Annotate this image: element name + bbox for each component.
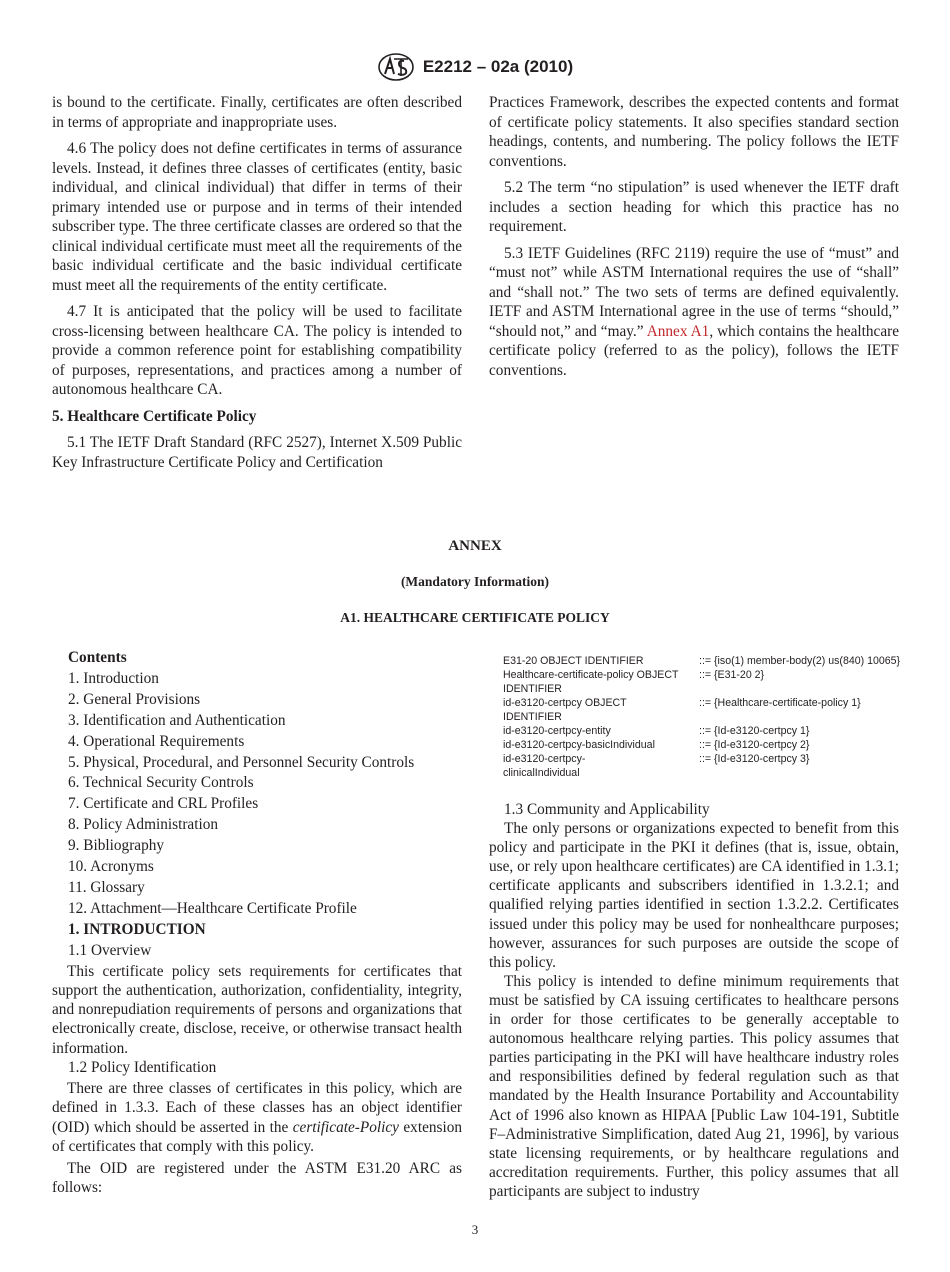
policy-id-text: There are three classes of certificates in this policy, which are defined in 1.3.3. Each of these classes has an object identifier (OID) which should be asserted in the xyxy=(52,1079,462,1136)
page-number: 3 xyxy=(471,1222,479,1237)
annex-a1-link[interactable]: Annex A1 xyxy=(646,322,710,340)
page-header xyxy=(0,50,950,84)
contents-item[interactable]: 10. Acronyms xyxy=(68,858,154,876)
minimum-requirements-paragraph: This policy is intended to define minimum requirements that must be satisfied by CA issuing certificates to healthcare persons in order for those certificates to be generally acceptable to autonomous healthcare relying parties. This policy assumes that parties participating in the PKI will have healthcare industry roles and responsibilities defined by federal regulation such as that mandated by the Health Insurance Portability and Accountability Act of 1996 also known as HIPAA [Public Law 104-191, Subtitle F–Administrative Simplification, dated Aug 21, 1996], by various state licensing requirements, or by healthcare regulations and accreditation requirements. Further, this policy assumes that all participants are subject to industry xyxy=(489,972,899,1200)
oid-row xyxy=(503,752,903,780)
annex-heading: A1. HEALTHCARE CERTIFICATE POLICY xyxy=(340,610,610,625)
oid-value: ::= {E31-20 2} xyxy=(699,669,765,681)
paragraph-5-1-continued: Practices Framework, describes the expected contents and format of certificate policy statements. It also specifies standard section headings, contents, and numbering. The policy follows the IETF conventions. xyxy=(489,94,899,170)
oid-value: ::= {Healthcare-certificate-policy 1} xyxy=(699,697,861,709)
contents-item[interactable]: 3. Identification and Authentication xyxy=(68,711,286,729)
contents-item[interactable]: 7. Certificate and CRL Profiles xyxy=(68,795,259,813)
paragraph-5-3-text: 5.3 IETF Guidelines (RFC 2119) require the use of “must” and “must not” while ASTM International requires the use of “shall” and “shall not.” The two sets of terms are defined equivalently. IETF and ASTM International agree in the use of terms “should,” “should not,” and “may.” xyxy=(489,244,899,340)
contents-item[interactable]: 5. Physical, Procedural, and Personnel Security Controls xyxy=(68,753,415,771)
oid-value: ::= {Id-e3120-certpcy 3} xyxy=(699,753,810,765)
contents-item[interactable]: 4. Operational Requirements xyxy=(68,732,245,750)
contents-section xyxy=(52,648,462,1198)
community-subheading: 1.3 Community and Applicability xyxy=(504,801,710,818)
policy-id-text-end: extension of certificates that comply with this policy. xyxy=(52,1118,463,1155)
right-column-top xyxy=(489,93,899,380)
contents-item[interactable]: 2. General Provisions xyxy=(68,690,201,708)
contents-item[interactable]: 6. Technical Security Controls xyxy=(68,774,254,792)
paragraph-4-6: 4.6 The policy does not define certificates in terms of assurance levels. Instead, it defines three classes of certificates (entity, basic individual, and clinical individual) that differ in terms of their primary intended use or purpose and in terms of their intended subscriber type. The three certificate classes are ordered so that the clinical individual certificate must meet all the requirements of the basic individual certificate and the basic individual certificate must meet all the requirements of the entity certificate. xyxy=(52,140,462,294)
policy-id-italic: certificate-Policy xyxy=(292,1118,399,1136)
paragraph-continued: is bound to the certificate. Finally, certificates are often described in terms of appropriate and inappropriate uses. xyxy=(52,94,462,131)
oid-table xyxy=(503,654,903,780)
contents-item[interactable]: 8. Policy Administration xyxy=(68,816,218,834)
contents-heading: Contents xyxy=(68,649,127,666)
paragraph-5-3 xyxy=(489,244,899,381)
oid-row xyxy=(503,668,903,696)
oid-name: id-e3120-certpcy-basicIndividual xyxy=(503,739,655,751)
oid-name: E31-20 OBJECT IDENTIFIER xyxy=(503,655,644,667)
oid-row xyxy=(503,696,903,724)
section-5-heading: 5. Healthcare Certificate Policy xyxy=(52,407,257,425)
oid-value: ::= {Id-e3120-certpcy 1} xyxy=(699,725,810,737)
oid-name: id-e3120-certpcy-entity xyxy=(503,725,611,737)
oid-row xyxy=(503,654,903,668)
oid-registration-paragraph: The OID are registered under the ASTM E31.20 ARC as follows: xyxy=(52,1160,462,1197)
oid-value: ::= {iso(1) member-body(2) us(840) 10065} xyxy=(699,655,901,667)
paragraph-5-2: 5.2 The term “no stipulation” is used whenever the IETF draft includes a section heading for which this practice has no requirement. xyxy=(489,179,899,235)
oid-name: id-e3120-certpcy-clinicalIndividual xyxy=(503,753,586,779)
contents-list xyxy=(52,669,462,920)
left-column-top xyxy=(52,93,462,472)
astm-logo-icon xyxy=(377,52,415,82)
contents-item[interactable]: 1. Introduction xyxy=(68,669,159,687)
policy-identification-paragraph xyxy=(52,1079,462,1156)
paragraph-5-1: 5.1 The IETF Draft Standard (RFC 2527), Internet X.509 Public Key Infrastructure Certificate Policy and Certification xyxy=(52,434,462,471)
oid-name: Healthcare-certificate-policy OBJECT IDENTIFIER xyxy=(503,669,679,695)
oid-value: ::= {Id-e3120-certpcy 2} xyxy=(699,739,810,751)
right-column-bottom xyxy=(489,800,899,1201)
contents-item[interactable]: 11. Glossary xyxy=(68,878,145,896)
paragraph-4-7: 4.7 It is anticipated that the policy will be used to facilitate cross-licensing between healthcare CA. The policy is intended to provide a common reference point for establishing compatibility of purposes, representations, and practices among a number of autonomous healthcare CA. xyxy=(52,303,462,398)
overview-subheading: 1.1 Overview xyxy=(68,941,152,959)
overview-paragraph: This certificate policy sets requirements for certificates that support the authentication, authorization, confidentiality, integrity, and nonrepudiation requirements of persons and organizations that electronically create, disclose, receive, or otherwise transact health information. xyxy=(52,962,462,1057)
oid-name: id-e3120-certpcy OBJECT IDENTIFIER xyxy=(503,697,627,723)
policy-identification-subheading: 1.2 Policy Identification xyxy=(68,1059,217,1077)
annex-subtitle: (Mandatory Information) xyxy=(400,574,550,589)
introduction-heading: 1. INTRODUCTION xyxy=(68,920,206,938)
annex-title: ANNEX xyxy=(448,538,502,554)
oid-row xyxy=(503,738,903,752)
community-paragraph: The only persons or organizations expected to benefit from this policy and participate in the PKI it defines (that is, issue, obtain, use, or rely upon healthcare certificates) are CA identified in 1.3.1; certificate applicants and subscribers identified in 1.3.2.1; and qualified relying parties identified in section 1.3.2.2. Certificates issued under this policy may be used for nonhealthcare purposes; however, assurances for such purposes are outside the scope of this policy. xyxy=(489,820,899,971)
oid-row xyxy=(503,724,903,738)
contents-item[interactable]: 12. Attachment—Healthcare Certificate Profile xyxy=(68,899,357,917)
contents-item[interactable]: 9. Bibliography xyxy=(68,837,165,855)
standard-designation: E2212 – 02a (2010) xyxy=(422,57,574,76)
paragraph-5-3-text-end: , which contains the healthcare certificate policy (referred to as the policy), follows the IETF conventions. xyxy=(489,322,899,379)
